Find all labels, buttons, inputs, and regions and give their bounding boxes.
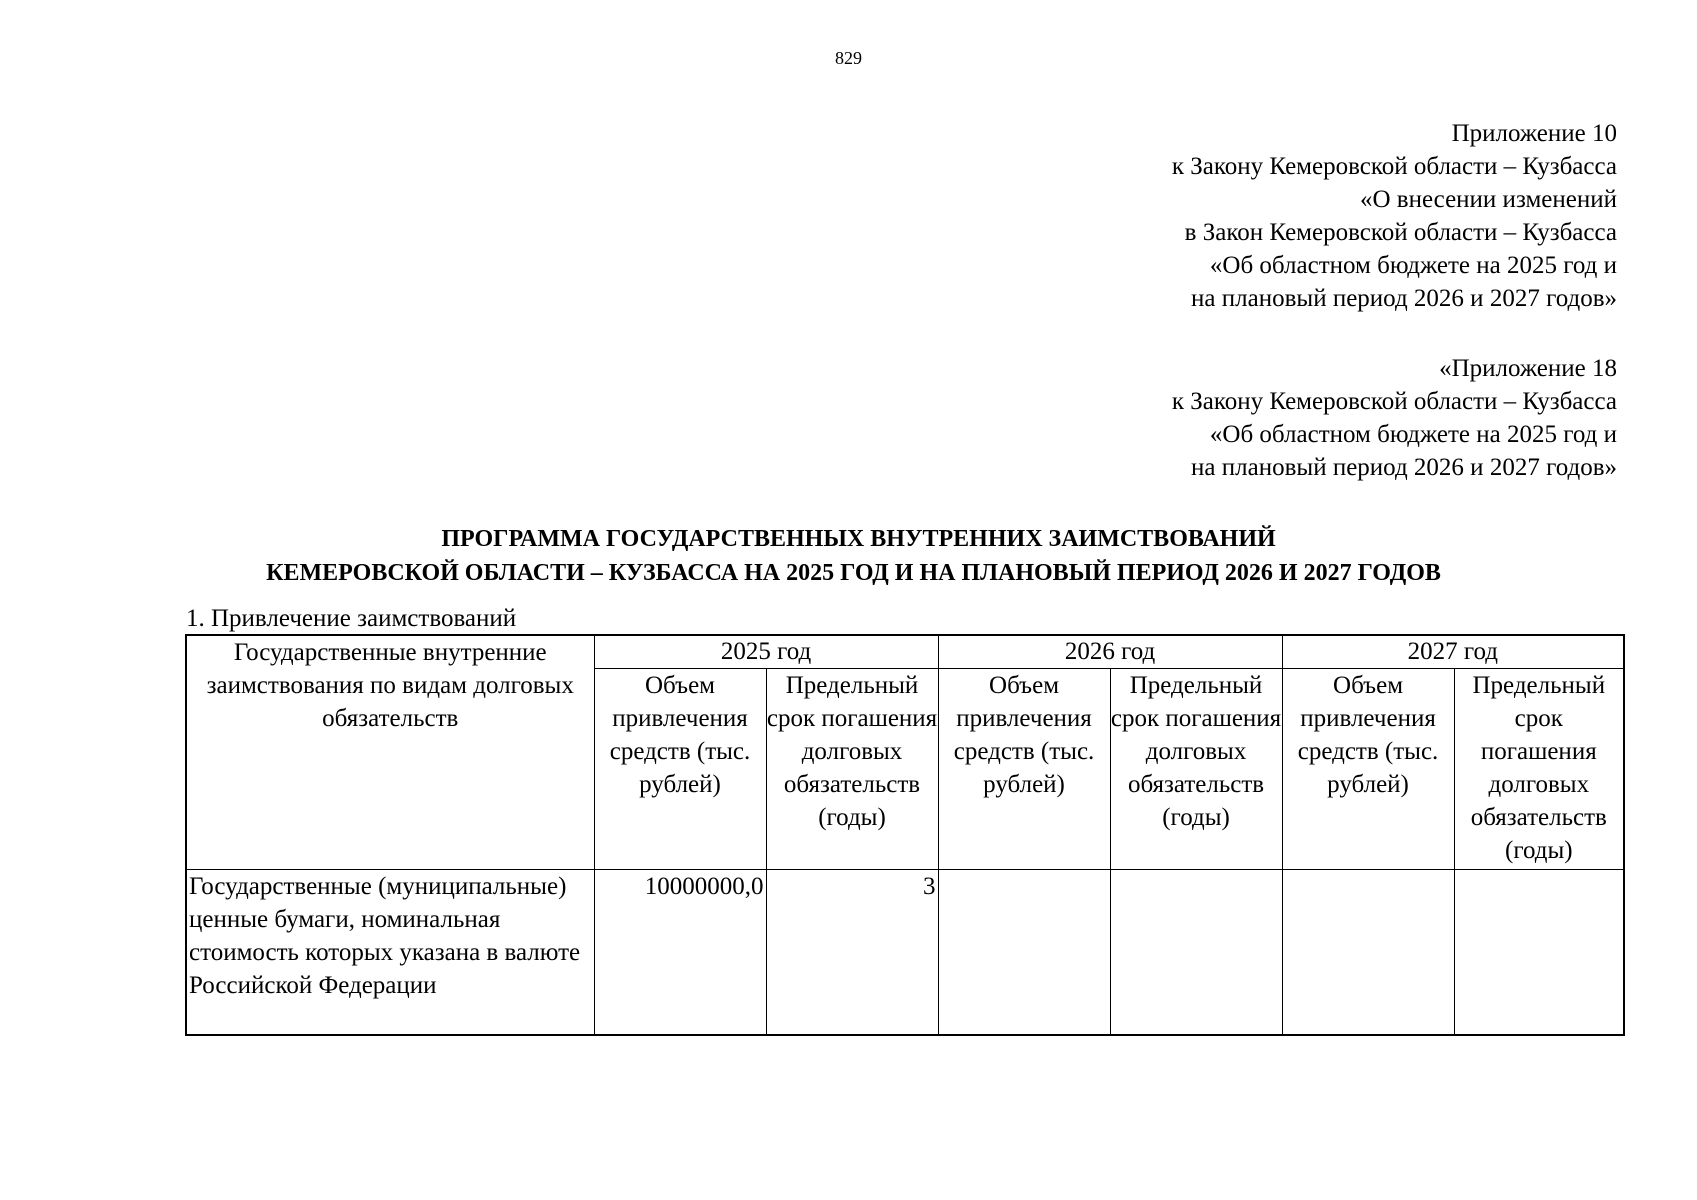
year-header-2026: 2026 год [938, 635, 1282, 669]
table-row [186, 870, 1624, 1036]
title-line: КЕМЕРОВСКОЙ ОБЛАСТИ – КУЗБАССА НА 2025 ГОД И НА ПЛАНОВЫЙ ПЕРИОД 2026 И 2027 ГОДОВ [266, 560, 1441, 586]
column-header-term: Предельный срок погашения долговых обязательств (годы) [766, 669, 938, 870]
column-header-volume: Объем привлечения средств (тыс. рублей) [1282, 669, 1454, 870]
appendix-line: на плановый период 2026 и 2027 годов» [1191, 285, 1617, 312]
appendix-18-reference [1172, 352, 1617, 484]
appendix-line: «Приложение 18 [1439, 355, 1617, 382]
appendix-line: «Об областном бюджете на 2025 год и [1209, 421, 1617, 448]
table-header-row [186, 635, 1624, 669]
column-header-volume: Объем привлечения средств (тыс. рублей) [594, 669, 766, 870]
value-cell-2025-volume: 10000000,0 [594, 870, 766, 1036]
column-header-term: Предельный срок погашения долговых обязательств (годы) [1454, 669, 1624, 870]
appendix-line: на плановый период 2026 и 2027 годов» [1191, 454, 1617, 481]
value-cell-2027-term [1454, 870, 1624, 1036]
appendix-line: в Закон Кемеровской области – Кузбасса [1184, 219, 1617, 246]
value-cell-2026-term [1110, 870, 1282, 1036]
year-header-2025: 2025 год [594, 635, 938, 669]
column-header-term: Предельный срок погашения долговых обязательств (годы) [1110, 669, 1282, 870]
value-cell-2025-term: 3 [766, 870, 938, 1036]
borrowings-table [185, 634, 1625, 1036]
appendix-line: к Закону Кемеровской области – Кузбасса [1171, 388, 1617, 415]
title-line: ПРОГРАММА ГОСУДАРСТВЕННЫХ ВНУТРЕННИХ ЗАИМСТВОВАНИЙ [441, 526, 1276, 552]
appendix-line: «Об областном бюджете на 2025 год и [1209, 252, 1617, 279]
column-header-borrowing-type: Государственные внутренние заимствования по видам долговых обязательств [186, 635, 594, 870]
section-heading: 1. Привлечение заимствований [186, 605, 517, 632]
appendix-line: Приложение 10 [1451, 120, 1617, 147]
value-cell-2027-volume [1282, 870, 1454, 1036]
document-title [0, 522, 1697, 590]
appendix-line: к Закону Кемеровской области – Кузбасса [1171, 153, 1617, 180]
value-cell-2026-volume [938, 870, 1110, 1036]
row-name-cell: Государственные (муниципальные) ценные бумаги, номинальная стоимость которых указана в валюте Российской Федерации [186, 870, 594, 1036]
page-number: 829 [835, 48, 862, 68]
column-header-volume: Объем привлечения средств (тыс. рублей) [938, 669, 1110, 870]
appendix-line: «О внесении изменений [1359, 186, 1617, 213]
appendix-10-reference [1172, 117, 1617, 315]
year-header-2027: 2027 год [1282, 635, 1624, 669]
